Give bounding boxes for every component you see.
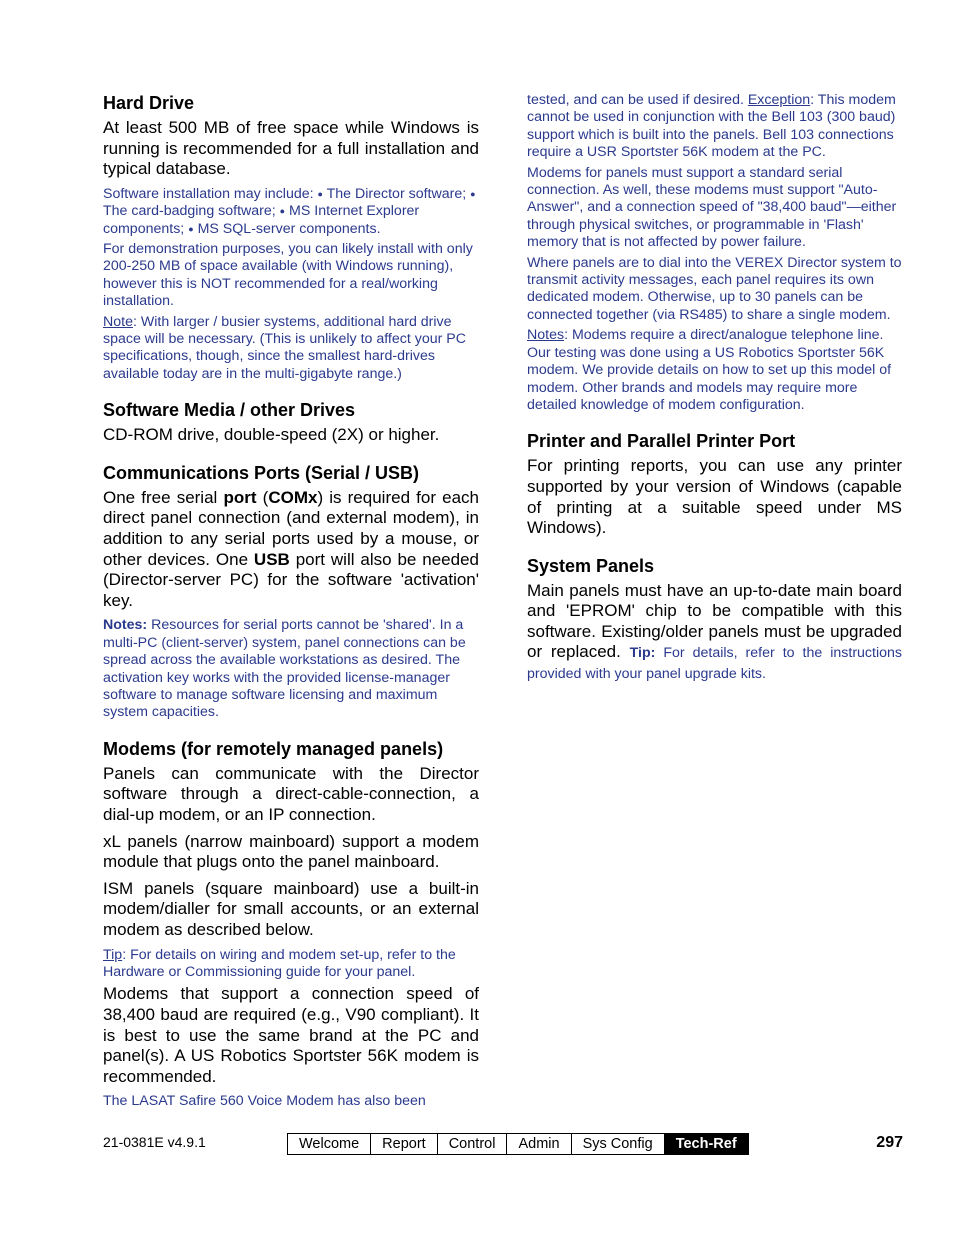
heading-hard-drive: Hard Drive <box>103 93 195 113</box>
component-director: The Director software; <box>326 185 471 202</box>
note-components-intro: Software installation may include: <box>103 185 318 202</box>
nav-tab-sys-config[interactable]: Sys Config <box>572 1134 665 1154</box>
tip-label: Tip: <box>629 645 656 662</box>
notes-label: Notes <box>527 327 565 344</box>
hard-drive-body: At least 500 MB of free space while Windows is running is recommended for a full installation and typical database. <box>103 118 479 179</box>
comm-text-1: One free serial <box>103 487 224 507</box>
section-modems <box>103 738 479 1111</box>
right-column <box>527 92 902 690</box>
hard-drive-note-demo: For demonstration purposes, you can likely install with only 200-250 MB of space available (with Windows running), however this is NOT recommended for a real/working installation. <box>103 241 473 310</box>
component-ie: MS Internet Explorer components; <box>103 203 420 237</box>
hard-drive-note-larger <box>103 314 479 384</box>
notes-label: Notes: <box>103 617 148 634</box>
heading-software-media: Software Media / other Drives <box>103 400 356 421</box>
section-comm-ports <box>103 462 479 722</box>
modems-p1: Panels can communicate with the Director software through a direct-cable-connection, a dial-up modem, or an IP connection. <box>103 763 479 825</box>
printer-body: For printing reports, you can use any printer supported by your version of Windows (capable of printing at a suitable speed under MS Windows). <box>527 456 902 538</box>
software-media-body: CD-ROM drive, double-speed (2X) or higher. <box>103 425 440 445</box>
bullet-icon: ● <box>470 188 476 199</box>
hard-drive-note-components <box>103 186 479 238</box>
section-hard-drive <box>103 92 479 383</box>
document-id: 21-0381E v4.9.1 <box>103 1134 206 1150</box>
note-label: Note <box>103 313 133 330</box>
page-footer <box>103 1133 903 1155</box>
comm-usb-term: USB <box>253 549 290 569</box>
section-system-panels <box>527 555 902 684</box>
nav-tab-report[interactable]: Report <box>371 1134 438 1154</box>
modems-p4: Modems that support a connection speed of 38,400 baud are required (e.g., V90 compliant). It is best to use the same brand at the PC and panel(s). A US Robotics Sportster 56K modem is recommended. <box>103 984 479 1086</box>
component-sql: MS SQL-server components. <box>197 220 381 237</box>
nav-tab-admin[interactable]: Admin <box>507 1134 571 1154</box>
notes-text: Resources for serial ports cannot be 'shared'. In a multi-PC (client-server) system, panel connections can be spread across the available workstations as desired. The activation key works with the provided license-manager software to manage software licensing and maximum system capacities. <box>103 617 466 721</box>
system-panels-body <box>527 581 902 684</box>
nav-tab-welcome[interactable]: Welcome <box>288 1134 371 1154</box>
heading-comm-ports: Communications Ports (Serial / USB) <box>103 462 420 483</box>
nav-tab-control[interactable]: Control <box>438 1134 508 1154</box>
section-software-media <box>103 399 479 446</box>
nav-tab-tech-ref[interactable]: Tech-Ref <box>665 1134 748 1154</box>
modems-note-lasat: The LASAT Safire 560 Voice Modem has also been <box>103 1093 426 1110</box>
page-number: 297 <box>876 1134 903 1151</box>
exception-text: : This modem cannot be used in conjunction with the Bell 103 (300 baud) support which is built into the panels. Bell 103 connections require a USR Sportster 56K modem at the PC. <box>527 92 896 161</box>
comm-text-3: ) is required for each direct panel connection (and external modem), in addition to any serial ports used by a mouse, or other devices. One <box>103 487 479 569</box>
note-text: : With larger / busier systems, additional hard drive space will be necessary. (This is unlikely to affect your PC specifications, though, since the smallest hard-drives available today are in the multi-gigabyte range.) <box>103 313 466 382</box>
comm-text-2: ( <box>256 487 269 507</box>
modems-p3: ISM panels (square mainboard) use a built-in modem/dialler for small accounts, or an external modem as described below. <box>103 878 479 939</box>
heading-modems: Modems (for remotely managed panels) <box>103 738 444 759</box>
tip-text: For details, refer to the instructions provided with your panel upgrade kits. <box>527 645 902 683</box>
component-card-badging: The card-badging software; <box>103 203 280 220</box>
system-panels-text: Main panels must have an up-to-date main board and 'EPROM' chip to be compatible with this software. Existing/older panels must be upgraded or replaced. <box>527 580 902 662</box>
bullet-icon: ● <box>279 206 286 217</box>
modems-tip <box>103 947 479 982</box>
comm-ports-body <box>103 488 479 612</box>
notes-text: : Modems require a direct/analogue telephone line. Our testing was done using a US Robotics Sportster 56K modem. We provide details on how to set up this model of modem. Other brands and models may require more detailed knowledge of modem configuration. <box>527 327 892 413</box>
note-serial-modems: Modems for panels must support a standard serial connection. As well, these modems must support "Auto-Answer", and a connection speed of "38,400 baud"—either through physical switches, or programmable in 'Flash' memory that is not affected by power failure. <box>527 164 897 251</box>
continuation-text: tested, and can be used if desired. <box>527 92 748 108</box>
heading-printer: Printer and Parallel Printer Port <box>527 431 796 452</box>
comm-port-term: port <box>223 487 257 507</box>
section-printer <box>527 430 902 538</box>
section-nav <box>287 1133 749 1155</box>
comm-ports-note <box>103 617 479 721</box>
modems-p2: xL panels (narrow mainboard) support a modem module that plugs onto the panel mainboard. <box>103 831 479 872</box>
comm-text-4: port will also be needed (Director-server PC) for the software 'activation' key. <box>103 549 479 610</box>
tip-label: Tip <box>103 946 123 963</box>
note-analogue-line <box>527 327 902 414</box>
comm-comx-term: COMx <box>268 487 318 507</box>
exception-label: Exception <box>747 92 811 108</box>
heading-system-panels: System Panels <box>527 555 655 576</box>
tip-text: : For details on wiring and modem set-up, refer to the Hardware or Commissioning guide for your panel. <box>103 946 456 980</box>
note-dial-in: Where panels are to dial into the VEREX Director system to transmit activity messages, each panel requires its own dedicated modem. Otherwise, up to 30 panels can be connected together (via RS485) to share a single modem. <box>527 254 902 323</box>
lasat-continuation <box>527 92 902 162</box>
bullet-icon: ● <box>188 223 194 234</box>
bullet-icon: ● <box>317 188 323 199</box>
left-column <box>103 92 479 1114</box>
